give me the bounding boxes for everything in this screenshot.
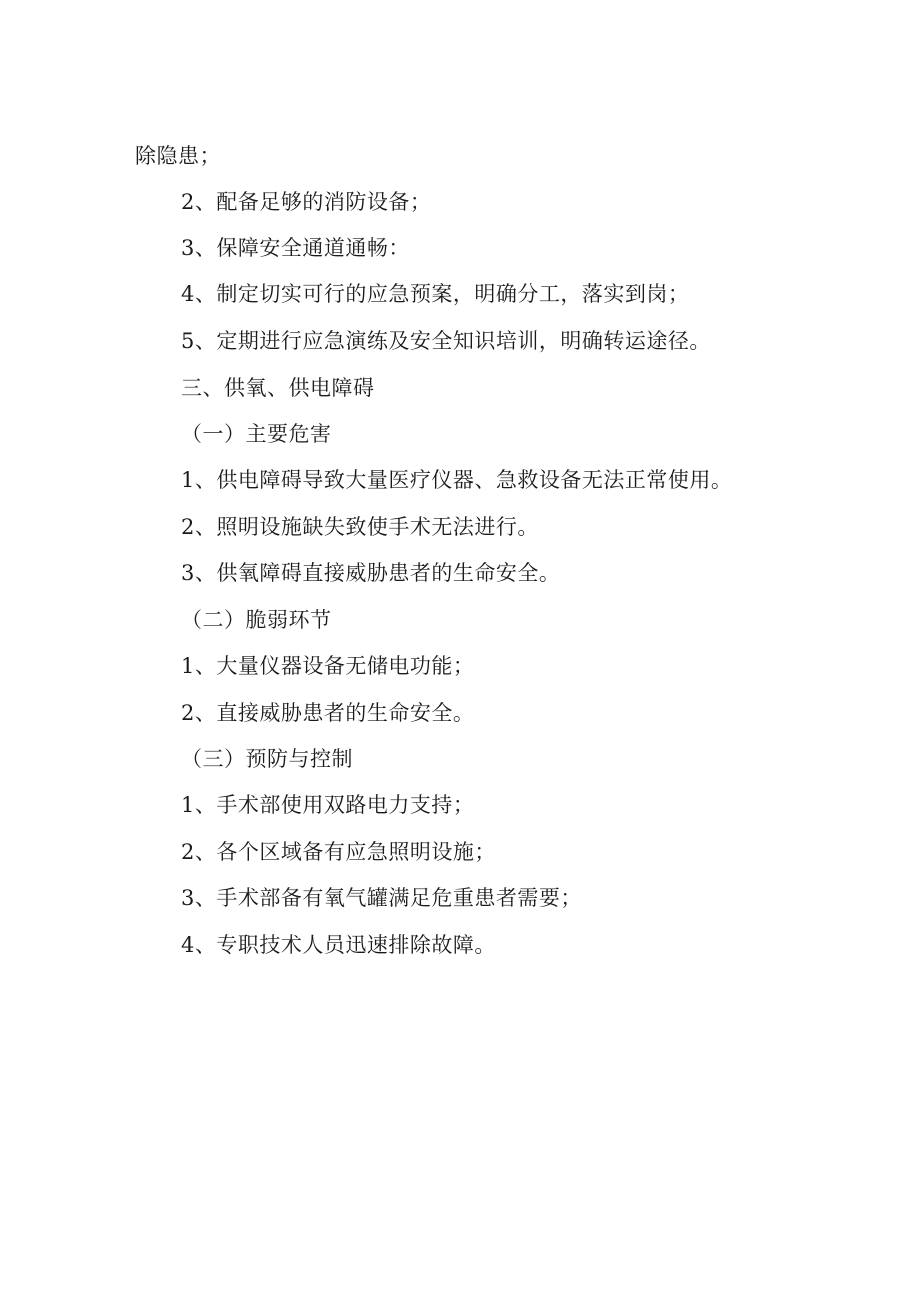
subsection-heading: （一）主要危害 — [181, 422, 332, 446]
list-item: 2、直接威胁患者的生命安全。 — [181, 701, 475, 725]
list-item: 2、配备足够的消防设备； — [181, 190, 432, 214]
subsection-heading: （二）脆弱环节 — [181, 608, 332, 632]
list-item: 2、各个区域备有应急照明设施； — [181, 840, 496, 864]
list-item: 4、制定切实可行的应急预案，明确分工，落实到岗； — [181, 282, 690, 306]
list-item: 4、专职技术人员迅速排除故障。 — [181, 933, 496, 957]
list-item: 1、大量仪器设备无储电功能； — [181, 654, 475, 678]
list-item: 5、定期进行应急演练及安全知识培训，明确转运途径。 — [181, 329, 711, 353]
list-item: 1、手术部使用双路电力支持； — [181, 793, 475, 817]
list-item: 3、供氧障碍直接威胁患者的生命安全。 — [181, 561, 561, 585]
paragraph-continuation: 除隐患； — [135, 144, 221, 168]
list-item: 1、供电障碍导致大量医疗仪器、急救设备无法正常使用。 — [181, 468, 733, 492]
list-item: 3、手术部备有氧气罐满足危重患者需要； — [181, 886, 582, 910]
subsection-heading: （三）预防与控制 — [181, 747, 353, 771]
list-item: 3、保障安全通道通畅： — [181, 236, 410, 260]
section-heading: 三、供氧、供电障碍 — [181, 376, 375, 400]
list-item: 2、照明设施缺失致使手术无法进行。 — [181, 515, 539, 539]
